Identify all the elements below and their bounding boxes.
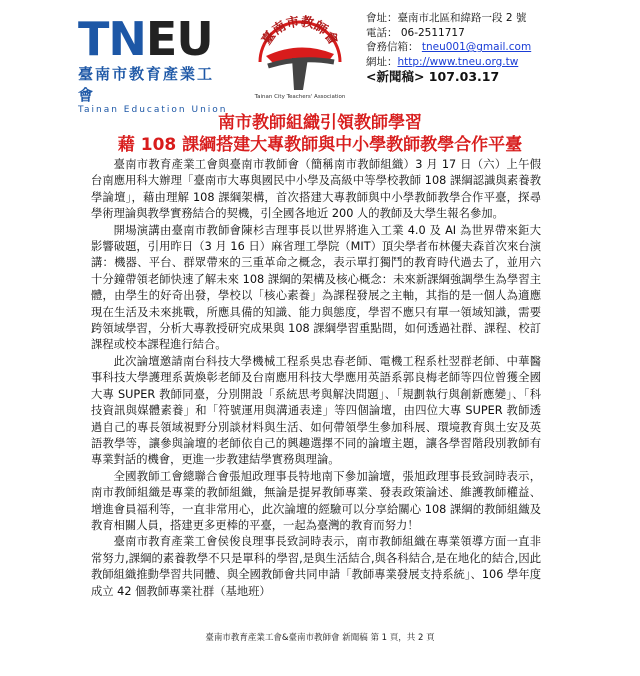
press-release-date: <新聞稿> 107.03.17 [366, 69, 500, 85]
paragraph: 全國教師工會總聯合會張旭政理事長特地南下參加論壇，張旭政理事長致詞時表示，南市教師組織是專業的教師組織，無論是提昇教師專業、發表政策論述、維護教師權益、增進會員福利等，一直非常用心，此次論壇的經驗可以分享給關心 108 課綱的教師組織及教育相關人員，搭建更多更棒的平臺，一起為臺灣的教育而努力！ [91, 469, 541, 532]
paragraph: 開場演講由臺南市教師會陳杉吉理事長以世界將進入工業 4.0 及 AI 為世界帶來鉅大影響破題，引用昨日（3 月 16 日）麻省理工學院（MIT）頂尖學者布林優夫森首次來台演講：機器、平台、群眾帶來的三重革命之概念，表示單打獨鬥的教育時代過去了，並用六十分鐘帶領老師快速了解未來 108 課綱的架構及核心概念：未來新課綱強調學生為學習主體，由學生的好奇出發，學校以「核心素養」為課程發展之主軸，其指的是一個人為適應現在生活及未來挑戰，所應具備的知識、能力與態度，學習不應只有單一領域知識，需要跨領域學習，分析大專教授研究成果與 108 課綱學習重點間，如何透過社群、課程、校訂課程或校本課程進行結合。 [91, 223, 541, 352]
seal-chinese-name: 臺南市教師會 [259, 14, 341, 49]
tneu-logo [78, 12, 228, 115]
contact-block [366, 11, 636, 85]
logo-letters-eu: EU [145, 12, 213, 66]
article-title [0, 112, 640, 157]
email-label: 會務信箱： [366, 41, 419, 54]
logo-letters-tn: TN [78, 12, 146, 66]
address: 會址：臺南市北區和緯路一段 2 號 [366, 12, 527, 24]
article-body [91, 157, 541, 600]
paragraph: 臺南市教育產業工會與臺南市教師會（簡稱南市教師組織）3 月 17 日（六）上午假台南應用科大辦理「臺南市大專與國民中小學及高級中等學校教師 108 課綱認識與素養教學論壇」，藉由理解 108 課綱架構，首次搭建大專教師與中小學教師教學合作平臺，探尋學術理論與教學實務結合的契機，引全國各地近 200 人的教師及大學生報名參加。 [91, 158, 541, 221]
phone: 電話： 06-2511717 [366, 26, 465, 39]
title-line-2: 藉 108 課綱搭建大專教師與中小學教師教學合作平臺 [117, 135, 523, 155]
website-link[interactable]: http://www.tneu.org.tw [397, 55, 519, 68]
website-label: 網址： [366, 55, 398, 68]
logo-chinese-name: 臺南市教育產業工會 [78, 65, 215, 104]
teachers-association-seal-icon [248, 10, 352, 102]
letterhead [0, 0, 640, 115]
title-line-1: 南市教師組織引領教師學習 [218, 113, 422, 133]
paragraph: 臺南市教育產業工會侯俊良理事長致詞時表示，南市教師組織在專業領導方面一直非常努力,課綱的素養教學不只是單科的學習,是與生活結合,與各科結合,是在地化的結合,因此教師組織推動學習共同體、與全國教師會共同申請「教師專業發展支持系統」、106 學年度成立 42 個教師專業社群（基地班） [91, 535, 541, 598]
page-footer: 臺南市教育產業工會&臺南市教師會 新聞稿 第 1 頁，共 2 頁 [205, 633, 435, 643]
email-row [366, 40, 636, 55]
logo-english-name: Tainan Education Union [78, 105, 228, 115]
seal-english-name: Tainan City Teachers' Association [254, 94, 346, 100]
website-row [366, 55, 636, 70]
tneu-logo-mark [78, 12, 228, 66]
paragraph: 此次論壇邀請南台科技大學機械工程系吳忠春老師、電機工程系杜翌群老師、中華醫事科技大學護理系黃煥彰老師及台南應用科技大學應用英語系郭良梅老師等四位曾獲全國大專 SUPER 教師同臺，分別開設「系統思考與解決問題」、「規劃執行與創新應變」、「科技資訊與媒體素養」和「符號運用與溝通表達」等四個論壇，由四位大專 SUPER 教師透過自己的專長領域視野分別談材料與生活、如何帶領學生參加科展、環境教育與土安及英語教學等，讓參與論壇的老師依自己的興趣選擇不同的論壇主題，讓各學習階段別教師有專業對話的機會，更進一步教建結學實務與理論。 [91, 354, 541, 467]
email-link[interactable]: tneu001@gmail.com [421, 41, 532, 54]
